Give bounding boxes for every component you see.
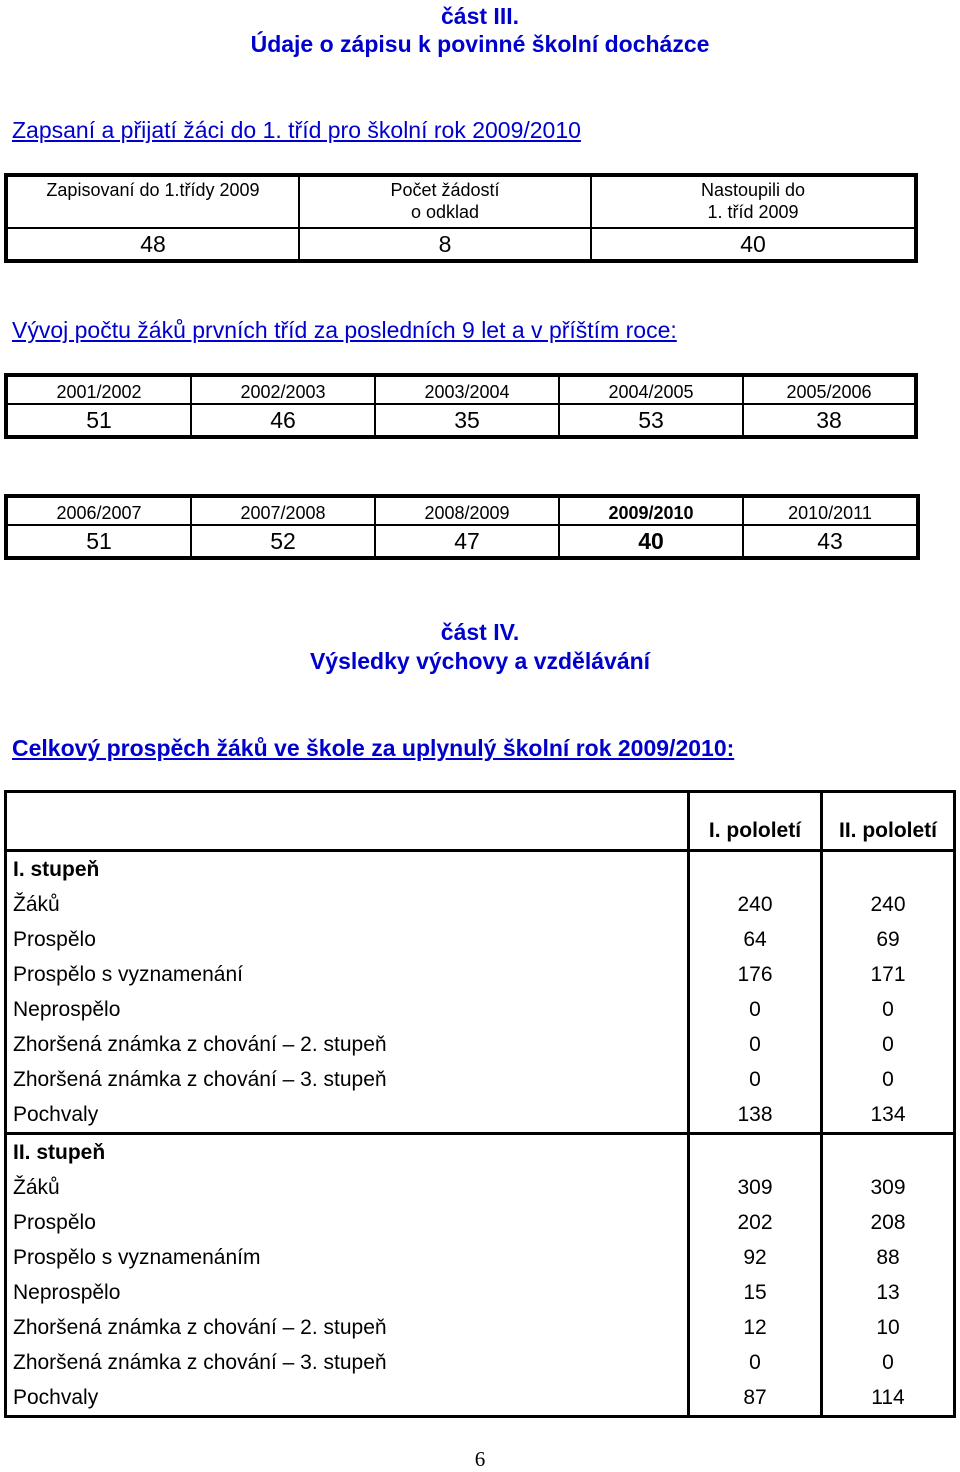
trend-count: 43 [743, 525, 918, 558]
row-label: Zhoršená známka z chování – 3. stupeň [13, 1350, 387, 1374]
value-h1: 15 [689, 1275, 822, 1310]
part4-title: část IV. [440, 619, 520, 645]
group-blank-cell [822, 1134, 955, 1171]
trend-count: 53 [559, 404, 743, 437]
trend-year: 2006/2007 [56, 503, 142, 523]
value-h2: 0 [822, 992, 955, 1027]
trend-year: 2003/2004 [375, 375, 559, 404]
table-row [6, 1170, 955, 1205]
trend-count: 46 [191, 404, 375, 437]
table-row [6, 887, 955, 922]
value-h2: 208 [822, 1205, 955, 1240]
results-header-row [6, 792, 955, 851]
value-h2: 114 [822, 1380, 955, 1417]
value-h1: 202 [689, 1205, 822, 1240]
column-header-h1: I. pololetí [689, 792, 822, 851]
trend-heading: Vývoj počtu žáků prvních tříd za posledních 9 let a v příštím roce: [12, 317, 677, 343]
enrolment-heading: Zapsaní a přijatí žáci do 1. tříd pro školní rok 2009/2010 [12, 117, 581, 143]
value-h1: 0 [689, 1027, 822, 1062]
value-h1: 64 [689, 922, 822, 957]
value-h1: 309 [689, 1170, 822, 1205]
trend-year: 2001/2002 [56, 382, 142, 402]
enrolment-header: Zapisovaní do 1.třídy 2009 [46, 180, 260, 200]
trend-year: 2007/2008 [191, 496, 375, 525]
group-blank-cell [822, 851, 955, 888]
trend-year: 2005/2006 [743, 375, 916, 404]
column-header-h2: II. pololetí [822, 792, 955, 851]
group-blank-cell [689, 1134, 822, 1171]
value-h1: 176 [689, 957, 822, 992]
trend-count: 51 [6, 404, 191, 437]
value-h1: 12 [689, 1310, 822, 1345]
page-number: 6 [474, 1447, 486, 1471]
enrolment-value: 40 [591, 228, 916, 261]
trend-year: 2008/2009 [375, 496, 559, 525]
value-h2: 309 [822, 1170, 955, 1205]
trend-count: 35 [375, 404, 559, 437]
trend-count: 52 [191, 525, 375, 558]
table-row [6, 1240, 955, 1275]
value-h2: 0 [822, 1062, 955, 1097]
table-row [6, 1380, 955, 1417]
row-label: Žáků [13, 892, 60, 916]
group-label: I. stupeň [6, 851, 689, 888]
enrolment-header: Nastoupili do 1. tříd 2009 [591, 175, 916, 228]
table-row [6, 1097, 955, 1134]
trend-year: 2004/2005 [559, 375, 743, 404]
enrolment-value: 8 [299, 228, 591, 261]
trend-count: 38 [743, 404, 916, 437]
row-label: Prospělo s vyznamenáním [13, 1245, 261, 1269]
table-row [6, 1205, 955, 1240]
value-h2: 171 [822, 957, 955, 992]
value-h1: 87 [689, 1380, 822, 1417]
row-label: Pochvaly [13, 1102, 99, 1126]
value-h1: 92 [689, 1240, 822, 1275]
value-h2: 240 [822, 887, 955, 922]
part3-subtitle: Údaje o zápisu k povinné školní docházce [250, 31, 710, 57]
table-row [6, 1345, 955, 1380]
value-h2: 0 [822, 1345, 955, 1380]
trend-count-current: 40 [559, 525, 743, 558]
results-header-blank [6, 792, 689, 851]
value-h1: 138 [689, 1097, 822, 1134]
enrolment-value: 48 [6, 228, 299, 261]
group-row [6, 851, 955, 888]
row-label: Prospělo [13, 1210, 96, 1234]
row-label: Prospělo s vyznamenání [13, 962, 243, 986]
table-row [6, 1310, 955, 1345]
enrolment-table [4, 173, 918, 263]
row-label: Neprospělo [13, 1280, 121, 1304]
value-h2: 88 [822, 1240, 955, 1275]
part4-subtitle: Výsledky výchovy a vzdělávání [309, 648, 651, 674]
trend-year: 2002/2003 [191, 375, 375, 404]
enrolment-header: Počet žádostí o odklad [299, 175, 591, 228]
row-label: Žáků [13, 1175, 60, 1199]
value-h1: 240 [689, 887, 822, 922]
table-row [6, 1027, 955, 1062]
row-label: Pochvaly [13, 1385, 99, 1409]
results-heading: Celkový prospěch žáků ve škole za uplynulý školní rok 2009/2010: [12, 735, 735, 761]
value-h1: 0 [689, 992, 822, 1027]
group-blank-cell [689, 851, 822, 888]
value-h1: 0 [689, 1062, 822, 1097]
results-table [4, 790, 956, 1418]
trend-count: 51 [6, 525, 191, 558]
row-label: Zhoršená známka z chování – 2. stupeň [13, 1315, 387, 1339]
table-row [6, 1062, 955, 1097]
trend-table-1 [4, 373, 918, 439]
group-label: II. stupeň [6, 1134, 689, 1171]
value-h2: 13 [822, 1275, 955, 1310]
trend-year-current: 2009/2010 [559, 496, 743, 525]
trend-table-2 [4, 494, 920, 560]
table-row [6, 957, 955, 992]
table-row [6, 922, 955, 957]
value-h2: 0 [822, 1027, 955, 1062]
value-h2: 10 [822, 1310, 955, 1345]
row-label: Prospělo [13, 927, 96, 951]
table-row [6, 992, 955, 1027]
part3-title: část III. [441, 3, 519, 29]
value-h2: 69 [822, 922, 955, 957]
row-label: Zhoršená známka z chování – 2. stupeň [13, 1032, 387, 1056]
value-h1: 0 [689, 1345, 822, 1380]
group-row [6, 1134, 955, 1171]
trend-count: 47 [375, 525, 559, 558]
row-label: Neprospělo [13, 997, 121, 1021]
table-row [6, 1275, 955, 1310]
row-label: Zhoršená známka z chování – 3. stupeň [13, 1067, 387, 1091]
trend-year: 2010/2011 [743, 496, 918, 525]
value-h2: 134 [822, 1097, 955, 1134]
